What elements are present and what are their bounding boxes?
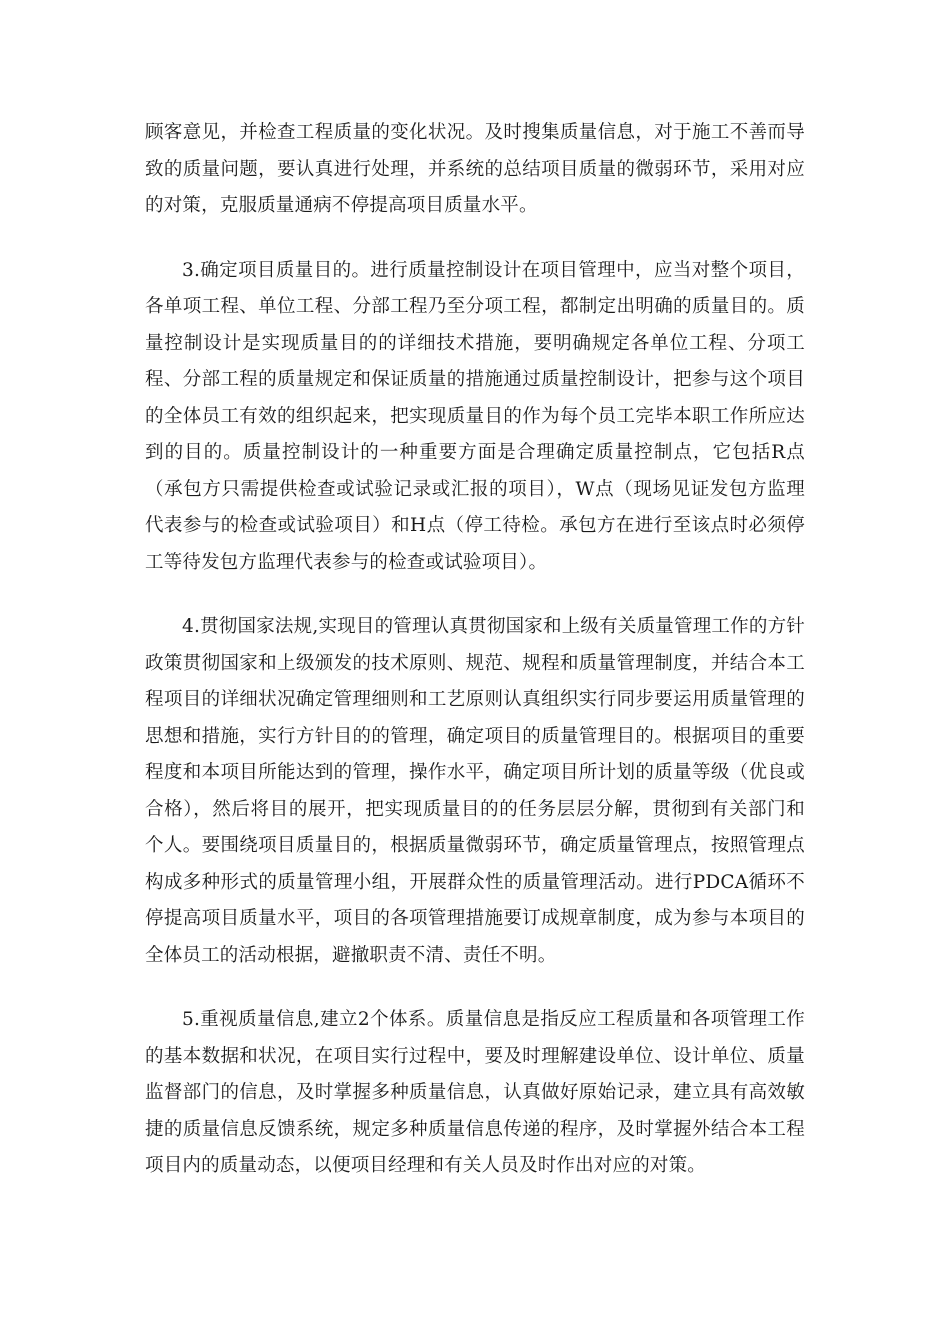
document-page	[145, 115, 805, 1185]
paragraph-spacer	[145, 581, 805, 609]
paragraph-spacer	[145, 974, 805, 1002]
paragraph-national-regulations: 4.贯彻国家法规,实现目的管理认真贯彻国家和上级有关质量管理工作的方针政策贯彻国家和上级颁发的技术原则、规范、规程和质量管理制度，并结合本工程项目的详细状况确定管理细则和工艺原则认真组织实行同步要运用质量管理的思想和措施，实行方针目的的管理，确定项目的质量管理目的。根据项目的重要程度和本项目所能达到的管理，操作水平，确定项目所计划的质量等级（优良或合格），然后将目的展开，把实现质量目的的任务层层分解，贯彻到有关部门和个人。要围绕项目质量目的，根据质量微弱环节，确定质量管理点，按照管理点构成多种形式的质量管理小组，开展群众性的质量管理活动。进行PDCA循环不停提高项目质量水平，项目的各项管理措施要订成规章制度，成为参与本项目的全体员工的活动根据，避撤职责不清、责任不明。	[145, 616, 805, 966]
paragraph-quality-information: 5.重视质量信息,建立2个体系。质量信息是指反应工程质量和各项管理工作的基本数据和状况，在项目实行过程中，要及时理解建设单位、设计单位、质量监督部门的信息，及时掌握多种质量信息，认真做好原始记录，建立具有高效敏捷的质量信息反馈系统，规定多种质量信息传递的程序，及时掌握外结合本工程项目内的质量动态，以便项目经理和有关人员及时作出对应的对策。	[145, 1009, 805, 1176]
paragraph-quality-objective: 3.确定项目质量目的。进行质量控制设计在项目管理中，应当对整个项目，各单项工程、单位工程、分部工程乃至分项工程，都制定出明确的质量目的。质量控制设计是实现质量目的的详细技术措施，要明确规定各单位工程、分项工程、分部工程的质量规定和保证质量的措施通过质量控制设计，把参与这个项目的全体员工有效的组织起来，把实现质量目的作为每个员工完毕本职工作所应达到的目的。质量控制设计的一种重要方面是合理确定质量控制点，它包括R点（承包方只需提供检查或试验记录或汇报的项目），W点（现场见证发包方监理代表参与的检查或试验项目）和H点（停工待检。承包方在进行至该点时必须停工等待发包方监理代表参与的检查或试验项目）。	[145, 259, 805, 573]
paragraph-spacer	[145, 225, 805, 253]
paragraph-customer-feedback: 顾客意见，并检查工程质量的变化状况。及时搜集质量信息，对于施工不善而导致的质量问题，要认真进行处理，并系统的总结项目质量的微弱环节，采用对应的对策，克服质量通病不停提高项目质量水平。	[145, 122, 805, 216]
